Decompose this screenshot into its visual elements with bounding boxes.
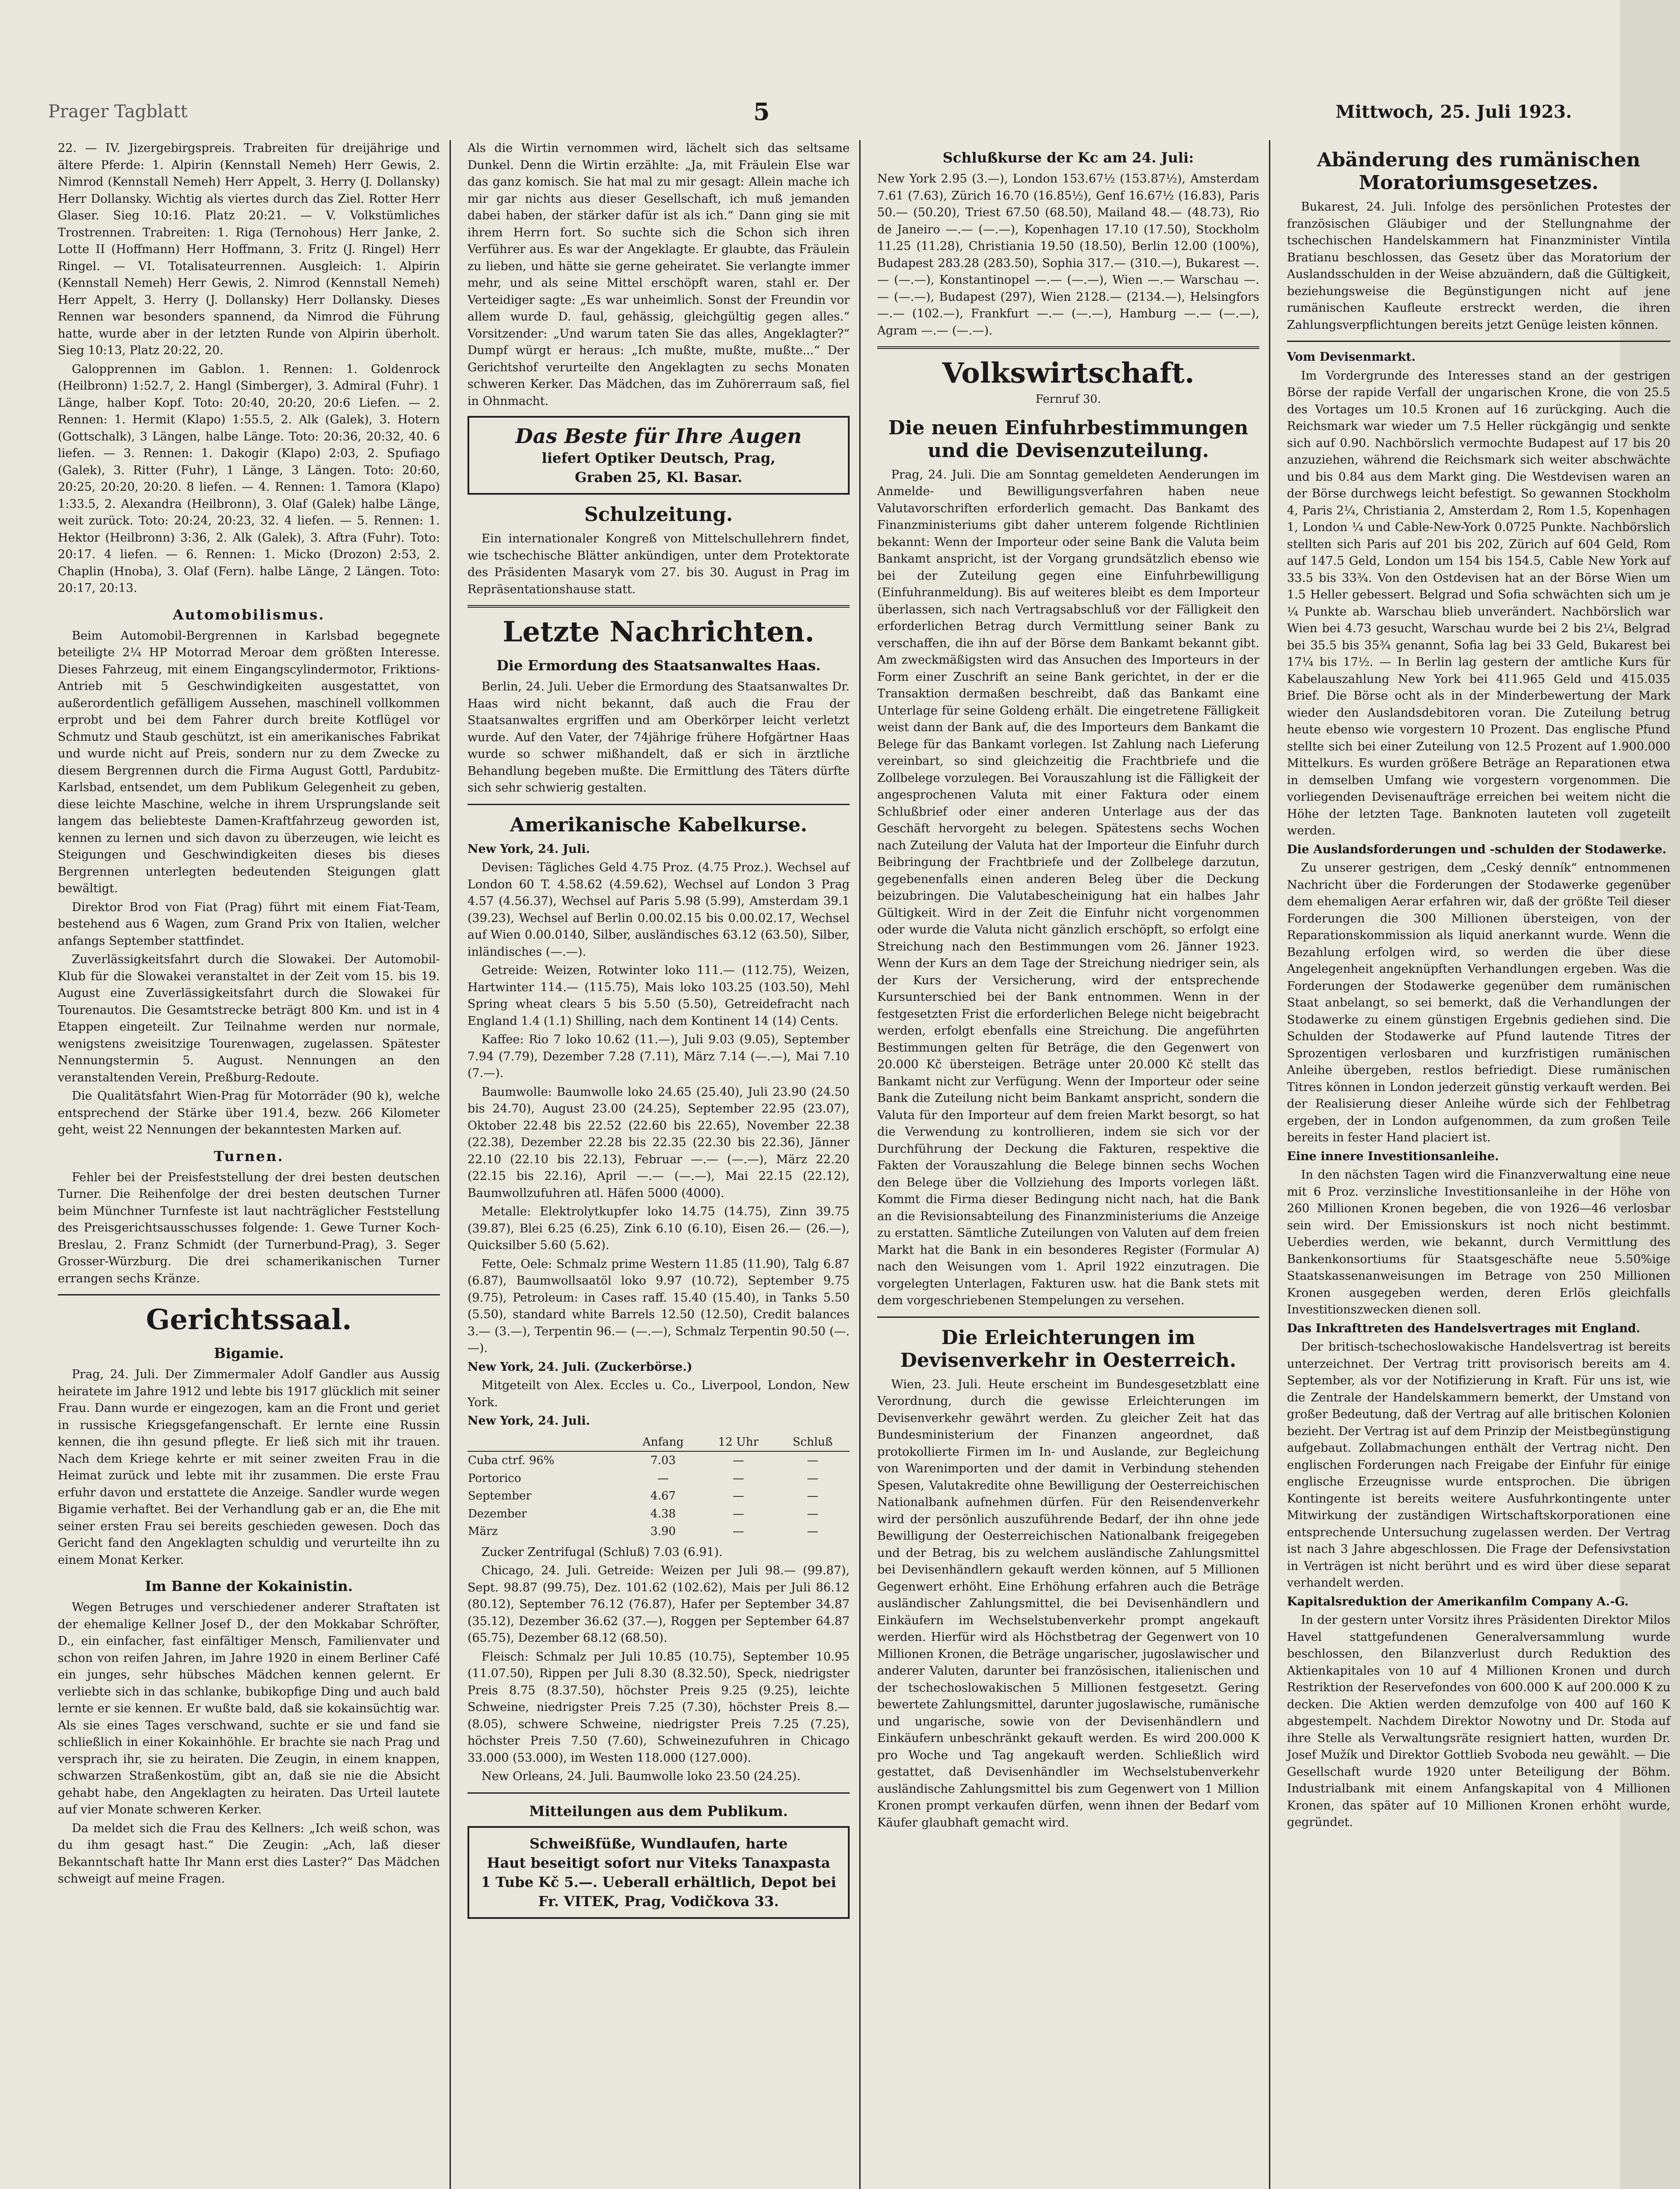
schul-paragraph: Ein internationaler Kongreß von Mittelschullehrern findet, wie tschechische Blätter ankündigen, unter dem Protektorate des Präsidenten Masaryk vom 27. bis 30. August in Prag im Repräsentationshause statt. [467, 532, 850, 596]
devisen-heading: Vom Devisenmarkt. [1287, 350, 1416, 364]
ad-optiker-address: Graben 25, Kl. Basar. [575, 469, 742, 486]
invest-paragraph: In den nächsten Tagen wird die Finanzverwaltung eine neue mit 6 Proz. verzinsliche Investitionsanleihe in der Höhe von 260 Millionen Kronen begeben, die von 1926—46 verlosbar sein wird. Der Emissionskurs ist noch nicht bestimmt. Ueberdies werden, wie bekannt, durch Vermittlung des Bankenkonsortiums für Staatsgeschäfte neue 5.50%ige Staatskassenanweisungen im Betrage von 250 Millionen Kronen ausgegeben werden, deren Erlös gleichfalls Investitionszwecken dienen soll. [1287, 1168, 1670, 1316]
divider [467, 605, 850, 608]
heading-publikum: Mitteilungen aus dem Publikum. [529, 1802, 788, 1819]
auto-paragraph-1: Beim Automobil-Bergrennen in Karlsbad begegnete beteiligte 2¼ HP Motorrad Meroar dem größten Interesse. Dieses Fahrzeug, mit einem Eingangscylindermotor, Friktions-Antrieb mit 5 Geschwindigkeiten ausgestattet, von außerordentlich gefälligem Aussehen, maschinell vollkommen erprobt und bei dem Fahrer durch breite Kotflügel vor Schmutz und Staub geschützt, ist ein amerikanisches Fabrikat und wurde nicht auf Preis, sondern nur zu dem Zwecke zu diesem Bergrennen durch die Firma August Gottl, Pardubitz-Karlsbad, entsendet, um dem Publikum Gelegenheit zu geben, diese leichte Maschine, welche in ihrem Ursprungslande seit langem das beliebteste Damen-Kraftfahrzeug geworden ist, kennen zu lernen und sich davon zu überzeugen, wie leicht es Steigungen und Geschwindigkeiten dieses bis dieses Bergrennen unterlegten bedeutenden Steigungen glatt bewältigt. [58, 629, 440, 895]
ad-vitek-line-3: 1 Tube Kč 5.—. Ueberall erhältlich, Depot bei [481, 1873, 836, 1890]
chicago-getreide: Chicago, 24. Juli. Getreide: Weizen per Juli 98.— (99.87), Sept. 98.87 (99.75), Dez. 101.62 (102.62), Mais per Juli 86.12 (80.12), September 76.12 (76.87), Hafer per September 34.87 (35.12), Dezember 36.62 (37.—), Roggen per September 64.87 (65.75), Dezember 68.12 (68.50). [467, 1564, 850, 1645]
story-continuation: Als die Wirtin vernommen wird, lächelt sich das seltsame Dunkel. Denn die Wirtin erzählte: „Ja, mit Fräulein Else war das ganz komisch. Sie hat mal zu mir gesagt: Allein mache ich mir gar nichts aus dieser Gesellschaft, ich muß jemanden dabei haben, der stärker dafür ist als ich.“ Dann ging sie mit ihrem Herrn fort. So suchte sich die Schon sich ihren Verführer aus. Es war der Angeklagte. Er glaubte, das Fräulein zu lieben, und hätte sie gerne geheiratet. Sie verlangte immer mehr, und als seine Mittel erschöpft waren, stahl er. Der Verteidiger sagte: „Es war unheimlich. Sonst der Freundin vor allem wurde D. faul, gehässig, gleichgültig gegen alles.“ Vorsitzender: „Und warum taten Sie das alles, Angeklagter?“ Dumpf würgt er heraus: „Ich mußte, mußte, mußte...“ Der Gerichtshof verurteilte den Angeklagten zu sechs Monaten schweren Kerker. Das Mädchen, das im Zuhörerraum saß, fiel in Ohnmacht. [467, 141, 850, 408]
heading-rumaenisch: Abänderung des rumänischen Moratoriumsgesetzes. [1317, 149, 1641, 194]
optiker-advertisement [467, 416, 850, 495]
column-3 [868, 140, 1270, 2189]
devisen-paragraph: Im Vordergrunde des Interesses stand an der gestrigen Börse der rapide Verfall der ungarischen Krone, die von 25.5 des Vortages um 10.5 Kronen auf 16 zurückging. Auch die Reichsmark war wieder um 7.5 Heller rückgängig und senkte sich auf 0.90. Nachbörslich vermochte Budapest auf 17 bis 20 anzuziehen, während die Reichsmark sich weiter abschwächte und bis 0.84 aus dem Markt ging. Die Westdevisen waren an der Börse durchwegs leicht befestigt. So gewannen Stockholm 4, Paris 2¼, Christiania 2, Amsterdam 2, Rom 1.5, Kopenhagen 1, London ¼ und Cable-New-York 0.0725 Punkte. Nachbörslich stellten sich Paris auf 201 bis 202, Zürich auf 604 Geld, Rom auf 147.5 Geld, London um 154 bis 154.5, Cable New York auf 33.5 bis 33¾. Von den Ostdevisen hat an der Börse Wien um 1.5 Heller gebessert. Belgrad und Sofia schwächten sich um je ¼ Punkte ab. Warschau blieb unverändert. Nachbörslich war Wien bei 4.73 gesucht, Warschau wurde bei 2 bis 2¼, Belgrad bei 35.5 bis 35¾ genannt, Sofia lag bei 33 Geld, Bukarest bei 17¼ bis 17½. — In Berlin lag gestern der amtliche Kurs für Kabelauszahlung New York bei 411.965 Geld und 415.035 Brief. Die Börse ocht als in der Minderbewertung der Mark wieder den Auslandsdebitoren voran. Die Zuteilung betrug heute ebenso wie vorgestern 10 Prozent. Das englische Pfund stellte sich bei einer Zuteilung von 12.5 Prozent auf 1.900.000 Mittelkurs. Es wurden größere Beträge an Reparationen etwa in demselben Umfang wie vorgestern vorgenommen. Die vorliegenden Devisenaufträge erreichen bei weitem nicht die Höhe der letzten Tage. Banknoten lauteten voll zugeteilt werden. [1287, 369, 1670, 838]
kapital-paragraph: In der gestern unter Vorsitz ihres Präsidenten Direktor Milos Havel stattgefundenen Generalversammlung wurde beschlossen, den Bilanzverlust durch Reduktion des Aktienkapitales von 10 auf 4 Millionen Kronen und durch Restriktion der Reservefondes von 600.000 K auf 200.000 K zu decken. Die Aktien werden demzufolge von 400 auf 160 K abgestempelt. Nachdem Direktor Nowotny und Dr. Stoda auf ihre Stelle als Verwaltungsräte resigniert hatten, wurden Dr. Josef Mužík und Direktor Gottlieb Svoboda neu gewählt. — Die Gesellschaft wurde 1920 unter Beteiligung der Böhm. Industrialbank mit einem Anfangskapital von 4 Millionen Kronen, das später auf 10 Millionen Kronen erhöht wurde, gegründet. [1287, 1613, 1670, 1829]
fette-ny: Fette, Oele: Schmalz prime Western 11.85 (11.90), Talg 6.87 (6.87), Baumwollsaatöl loko 9.97 (10.72), September 9.75 (9.75), Petroleum: in Cases raff. 15.40 (15.40), in Tanks 5.50 (5.50), standard white Barrels 12.50 (12.50), Credit balances 3.— (3.—), Terpentin 96.— (—.—), Schmalz Terpentin 90.50 (—.—). [467, 1257, 850, 1355]
column-4 [1277, 140, 1680, 2189]
heading-kokainistin: Im Banne der Kokainistin. [145, 1578, 353, 1594]
kapital-heading: Kapitalsreduktion der Amerikanfilm Company A.-G. [1287, 1594, 1629, 1608]
columns [48, 140, 1670, 2189]
rum-paragraph: Bukarest, 24. Juli. Infolge des persönlichen Protestes der französischen Gläubiger und der Stellungnahme der tschechischen Handelskammern hat Finanzminister Vintila Bratianu beschlossen, das Gesetz über das Moratorium der Auslandsschulden in der Weise abzuändern, daß die Gültigkeit, beziehungsweise die Begünstigungen nicht auf jene rumänischen Kaufleute erstreckt werden, die ihren Zahlungsverpflichtungen bereits jetzt Genüge leisten können. [1287, 200, 1670, 332]
column-2 [458, 140, 861, 2189]
vitek-advertisement [467, 1826, 850, 1919]
heading-turnen: Turnen. [214, 1147, 284, 1165]
heading-ermordung: Die Ermordung des Staatsanwaltes Haas. [496, 657, 821, 674]
divider [877, 346, 1259, 349]
divider [877, 1316, 1259, 1318]
ad-vitek-line-4: Fr. VITEK, Prag, Vodičkova 33. [538, 1893, 779, 1910]
getreide-ny: Getreide: Weizen, Rotwinter loko 111.— (112.75), Weizen, Hartwinter 114.— (115.75), Mais loko 103.25 (103.50), Mehl Spring wheat clears 5 bis 5.50 (5.50), Getreidefracht nach England 1.4 (1.1) Shilling, nach dem Kontinent 14 (14) Cents. [467, 964, 850, 1028]
chicago-fleisch: Fleisch: Schmalz per Juli 10.85 (10.75), September 10.95 (11.07.50), Rippen per Juli 8.30 (8.32.50), Speck, niedrigster Preis 8.75 (8.37.50), höchster Preis 9.25 (9.25), leichte Schweine, niedrigster Preis 7.25 (7.30), höchster Preis 8.— (8.05), schwere Schweine, niedrigster Preis 7.25 (7.25), höchster Preis 7.50 (7.60), Schweinezufuhren in Chicago 33.000 (53.000), im Westen 118.000 (127.000). [467, 1650, 850, 1765]
kokain-paragraph-2: Da meldet sich die Frau des Kellners: „Ich weiß schon, was du ihm gesagt hast.“ Die Zeugin: „Ach, laß dieser Bekanntschaft hatte Ihr Mann erst dies Laster?“ Das Mädchen schweigt auf meine Fragen. [58, 1821, 440, 1886]
auto-paragraph-2: Direktor Brod von Fiat (Prag) führt mit einem Fiat-Team, bestehend aus 6 Wagen, zum Grand Prix von Italien, welcher anfangs September stattfindet. [58, 900, 440, 948]
page-number: 5 [753, 98, 770, 126]
handel-heading: Das Inkrafttreten des Handelsvertrages mit England. [1287, 1321, 1641, 1335]
baumwolle-ny: Baumwolle: Baumwolle loko 24.65 (25.40), Juli 23.90 (24.50 bis 24.70), August 23.00 (24.25), September 22.95 (23.07), Oktober 22.48 bis 22.52 (22.60 bis 22.65), November 22.38 (22.38), Dezember 22.28 bis 22.35 (22.30 bis 22.36), Jänner 22.10 (22.10 bis 22.13), Februar —.— (—.—), März 22.20 (22.15 bis 22.16), April —.— (—.—), Mai 22.15 (22.12), Baumwollzufuhren atl. Häfen 5000 (4000). [467, 1085, 850, 1200]
table-row: September 4.67 — — [468, 1489, 819, 1503]
turnen-paragraph: Fehler bei der Preisfeststellung der drei besten deutschen Turner. Die Reihenfolge der drei besten deutschen Turner beim Münchner Turnfeste ist laut nachträglicher Feststellung des Preisgerichtsausschusses folgende: 1. Gewe Turner Koch-Breslau, 2. Franz Schmidt (der Turnerbund-Prag), 3. Seger Grosser-Würzburg. Die drei schamerikanischen Turner errangen sechs Kränze. [58, 1170, 440, 1285]
table-row: Portorico — — — [468, 1471, 819, 1485]
table-row: Cuba ctrf. 96% 7.03 — — [468, 1454, 819, 1467]
masthead-paper-name: Prager Tagblatt [48, 102, 188, 122]
divider [467, 804, 850, 805]
table-row: Dezember 4.38 — — [468, 1507, 819, 1520]
ad-vitek-line-1: Schweißfüße, Wundlaufen, harte [529, 1835, 788, 1852]
heading-erleichterungen: Die Erleichterungen im Devisenverkehr in Oesterreich. [900, 1326, 1237, 1372]
kaffee-ny: Kaffee: Rio 7 loko 10.62 (11.—), Juli 9.03 (9.05), September 7.94 (7.79), Dezember 7.28 (7.11), März 7.14 (—.—), Mai 7.10 (7.—). [467, 1033, 850, 1080]
galopp-results: Galopprennen im Gablon. 1. Rennen: 1. Goldenrock (Heilbronn) 1:52.7, 2. Hangl (Simberger), 3. Admiral (Fuhr). 1 Länge, halber Kopf. Toto: 20:40, 20:20, 20:6 Liefen. — 2. Rennen: 1. Hermit (Klapo) 1:55.5, 2. Alk (Galek), 3. Hotern (Gottschalk), 3 Längen, halbe Länge. Toto: 20:36, 20:32, 40. 6 liefen. — 3. Rennen: 1. Dakogir (Klapo) 2:03, 2. Spufiago (Galek), 3. Ritter (Fuhr), 1 Länge, 3 Längen. Toto: 20:60, 20:25, 20:20, 20:20. 8 liefen. — 4. Rennen: 1. Tamora (Klapo) 1:33.5, 2. Alexandra (Heilbronn), 3. Olaf (Galek) halbe Länge, weit zurück. Toto: 20:24, 20:23, 32. 4 liefen. — 5. Rennen: 1. Hektor (Heilbronn) 3:36, 2. Alk (Galek), 3. Aftra (Fuhr). Toto: 20:17. 4 liefen. — 6. Rennen: 1. Micko (Drozon) 2:53, 2. Chaplin (Hnoba), 3. Olaf (Fern). halbe Länge, 2 Längen. Toto: 20:17, 20:13. [58, 362, 440, 595]
heading-schlusskurse: Schlußkurse der Kc am 24. Juli: [942, 149, 1194, 166]
ny-dateline: New York, 24. Juli. [467, 842, 590, 856]
metalle-ny: Metalle: Elektrolytkupfer loko 14.75 (14.75), Zinn 39.75 (39.87), Blei 6.25 (6.25), Zink 6.10 (6.10), Eisen 26.— (26.—), Quicksilber 5.60 (5.62). [467, 1205, 850, 1252]
handel-paragraph: Der britisch-tschechoslowakische Handelsvertrag ist bereits unterzeichnet. Der Vertrag tritt provisorisch bereits am 4. September, als vor der Notifizierung in Kraft. Für uns ist, wie die Zentrale der Handelskammern bemerkt, der Umstand von großer Bedeutung, daß der Vertrag auf alle britischen Kolonien bezieht. Der Vertrag ist auf dem Prinzip der Meistbegünstigung aufgebaut. Zollabmachungen enthält der Vertrag nicht. Den englischen Forderungen nach Freigabe der Einfuhr für einige englische Erzeugnisse wurde entsprochen. Die übrigen Kontingente ist bereits weitere Ausfuhrkontingente unter Mitwirkung der zuständigen Wirtschaftskorporationen eine entsprechende Untersuchung zugelassen werden. Der Vertrag ist nach 3 Jahre abgeschlossen. Die Frage der Defensivstation in Verträgen ist nicht berührt und es wird über diese separat verhandelt werden. [1287, 1340, 1670, 1590]
heading-volkswirtschaft: Volkswirtschaft. [942, 357, 1195, 390]
issue-date: Mittwoch, 25. Juli 1923. [1336, 101, 1572, 122]
heading-bigamie: Bigamie. [214, 1345, 284, 1362]
new-orleans: New Orleans, 24. Juli. Baumwolle loko 23.50 (24.25). [482, 1770, 801, 1783]
zucker-dateline: New York, 24. Juli. [467, 1414, 590, 1428]
ad-optiker-title: Das Beste für Ihre Augen [515, 424, 802, 448]
zucker-source: Mitgeteilt von Alex. Eccles u. Co., Liverpool, London, New York. [467, 1379, 850, 1409]
column-1 [48, 140, 451, 2189]
divider [1287, 341, 1670, 342]
zucker-col-header: 12 Uhr [701, 1433, 776, 1452]
zucker-footnote: Zucker Zentrifugal (Schluß) 7.03 (6.91). [482, 1545, 723, 1559]
devisen-ny: Devisen: Tägliches Geld 4.75 Proz. (4.75 Proz.). Wechsel auf London 60 T. 4.58.62 (4.59.62), Wechsel auf London 3 Prag 4.57 (4.56.37), Wechsel auf Paris 5.98 (5.99), Amsterdam 39.1 (39.23), Wechsel auf Berlin 0.00.02.15 bis 0.00.02.17, Wechsel auf Wien 0.00.0140, Silber, ausländisches 63.12 (63.50), Silber, inländisches (—.—). [467, 861, 850, 959]
auto-paragraph-4: Die Qualitätsfahrt Wien-Prag für Motorräder (90 k), welche entsprechend der Stärke über 191.4, bezw. 266 Kilometer geht, weist 22 Nennungen der bekanntesten Marken auf. [58, 1089, 440, 1137]
zucker-heading: New York, 24. Juli. (Zuckerbörse.) [467, 1360, 692, 1374]
masthead [48, 96, 1572, 127]
heading-kabelkurse: Amerikanische Kabelkurse. [510, 813, 808, 836]
ausland-heading: Die Auslandsforderungen und -schulden der Stodawerke. [1287, 842, 1666, 856]
kokain-paragraph: Wegen Betruges und verschiedener anderer Straftaten ist der ehemalige Kellner Josef D., der den Mokkabar Schröfter, D., ein einfacher, fast einfältiger Mensch, Familienvater und schon von reifen Jahren, im Jahre 1920 in einem Berliner Café ein junges, sehr hübsches Mädchen kennen gelernt. Er verliebte sich in das schlanke, bubikopfige Ding und auch bald lernte er sie kennen. Er wußte bald, daß sie kokainsüchtig war. Als sie eines Tages verschwand, suchte er sie und fand sie schließlich in einer Kokainhöhle. Er brachte sie nach Prag und versprach ihr, sie zu heiraten. Die Zeugin, in einem knappen, schwarzen Straßenkostüm, gibt an, daß sie nie die Absicht gehabt habe, den Angeklagten zu heiraten. Das Urteil lautete auf vier Monate schweren Kerker. [58, 1601, 440, 1816]
zucker-table [467, 1433, 850, 1541]
ermordung-paragraph: Berlin, 24. Juli. Ueber die Ermordung des Staatsanwaltes Dr. Haas wird nicht bekannt, daß auch die Frau der Staatsanwaltes ergriffen und am Oberkörper leicht verletzt wurde. Auf den Vater, der 74jährige frühere Hofgärtner Haas wurde so schwer mißhandelt, daß er sich in ärztliche Behandlung begeben mußte. Die Ermittlung des Täters dürfte sich sehr schwierig gestalten. [467, 680, 850, 795]
divider [467, 1792, 850, 1794]
zucker-col-header: Anfang [625, 1433, 701, 1452]
ad-optiker-line: liefert Optiker Deutsch, Prag, [541, 450, 776, 466]
heading-schulzeitung: Schulzeitung. [584, 503, 733, 526]
divider [58, 1294, 440, 1295]
einfuhr-paragraph: Prag, 24. Juli. Die am Sonntag gemeldeten Aenderungen im Anmelde- und Bewilligungsverfahren haben neue Valutavorschriften erforderlich gemacht. Das Bankamt des Finanzministeriums gibt daher unterem folgende Richtlinien bekannt: Wenn der Importeur oder seine Bank die Valuta beim Bankamt anspricht, ist der Vorgang grundsätzlich ebenso wie bei der Zuteilung gegen eine Einfuhrbewilligung (Einfuhranmeldung). Bis auf weiteres bleibt es dem Importeur überlassen, sich nach Vertragsabschluß vor der Fälligkeit den erforderlichen Betrag durch Vermittlung seiner Bank zu verschaffen, die ihn auf der Börse dem Bankamt bekannt gibt. Am zweckmäßigsten wird das Ansuchen des Importeurs in der Form einer Zuschrift an seine Bank gerichtet, in der er die Transaktion dermaßen beschreibt, daß das Bankamt eine Unterlage für seine Goldeng erhält. Die eingetretene Fälligkeit weist dann der Bank auf, die des Importeurs dem Bankamt die Belege für das Bankamt vorlegen. Ist Zahlung nach Lieferung vereinbart, so sind gleichzeitig die Frachtbriefe und die Zollbelege vorzulegen. Bei Vorauszahlung ist die Fälligkeit der angesprochenen Valuta mit einer Faktura oder einem Schlußbrief oder einer anderen Unterlage aus der das Geschäft hervorgeht zu belegen. Spätestens sechs Wochen nach Zuteilung der Valuta hat der Importeur die Einfuhr durch Beibringung der Frachtbriefe und der Zollbelege darzutun, gegebenenfalls einen anderen Beleg über die Deckung beizubringen. Die Valutabescheinigung hat ein halbes Jahr Gültigkeit. Wird in der Zeit die Einfuhr nicht vorgenommen oder wurde die Valuta nicht gänzlich erschöpft, so erfolgt eine Streichung nach den Bestimmungen vom 26. Jänner 1923. Wenn der Kurs an dem Tage der Streichung niedriger sein, als der Kurs der Versicherung, wird der entsprechende Kursunterschied bei der Bank entnommen. Wenn in der festgesetzten Frist die erforderlichen Belege nicht beigebracht werden, erfolgt ebenfalls eine Streichung. Die angeführten Bestimmungen gelten für Beträge, die den Gegenwert von 20.000 Kč übersteigen. Beträge unter 20.000 Kč stellt das Bankamt nicht zur Verfügung. Wenn der Importeur oder seine Bank die Zuteilung nicht beim Bankamt anspricht, sondern die Valuta für den Importeur auf dem freien Markt besorgt, so hat die Verwendung zu kontrollieren, indem sie sich vor der Durchführung der Deckung die Fakturen, respektive die Fakten der Vorauszahlung die Belege binnen sechs Wochen den Belege über die Vollziehung des Imports vorlegen läßt. Kommt die Firma dieser Bedingung nicht nach, hat die Bank an die Revisionsabteilung des Finanzministeriums die Anzeige zu erstatten. Sämtliche Zuteilungen von Valuten auf dem freien Markt hat die Bank in ein besonderes Register (Formular A) nach den Weisungen vom 1. April 1922 einzutragen. Die vorgelegten Unterlagen, Fakturen usw. hat die Bank stets mit dem vorgeschriebenen Stempelungen zu versehen. [877, 468, 1259, 1307]
bigamie-paragraph: Prag, 24. Juli. Der Zimmermaler Adolf Gandler aus Aussig heiratete im Jahre 1912 und lebte bis 1917 glücklich mit seiner Frau. Dann wurde er eingezogen, kam an die Front und geriet in russische Kriegsgefangenschaft. Er lernte eine Russin kennen, die ihn gesund pflegte. Er ließ sich mit ihr trauen. Nach dem Kriege kehrte er mit seiner zweiten Frau in die Heimat zurück und lebte mit ihr zusammen. Die erste Frau erfuhr davon und erstattete die Anzeige. Sandler wurde wegen Bigamie verhaftet. Bei der Verhandlung gab er an, die Ehe mit seiner ersten Frau sei bereits geschieden gewesen. Doch das Gericht fand den Angeklagten schuldig und verurteilte ihn zu einem Monat Kerker. [58, 1368, 440, 1567]
schlusskurse-paragraph: New York 2.95 (3.—), London 153.67½ (153.87½), Amsterdam 7.61 (7.63), Zürich 16.70 (16.85½), Genf 16.67½ (16.83), Paris 50.— (50.20), Triest 67.50 (68.50), Mailand 48.— (48.73), Rio de Janeiro —.— (—.—), Kopenhagen 17.10 (17.50), Stockholm 11.25 (11.28), Christiania 19.50 (18.50), Berlin 12.00 (100%), Budapest 283.28 (283.50), Sophia 317.— (310.—), Bukarest —.— (—.—), Konstantinopel —.— (—.—), Wien —.— Warschau —.— (—.—), Budapest (297), Wien 2128.— (2134.—), Helsingfors —.— (102.—), Frankfurt —.— (—.—), Hamburg —.— (—.—), Agram —.— (—.—). [877, 172, 1259, 338]
auto-paragraph-3: Zuverlässigkeitsfahrt durch die Slowakei. Der Automobil-Klub für die Slowakei veranstaltet in der Zeit vom 15. bis 19. August eine Zuverlässigkeitsfahrt durch die Slowakei für Tourenautos. Die Gesamtstrecke beträgt 800 Km. und ist in 4 Etappen eingeteilt. Zur Teilnahme werden nur normale, wenigstens zweisitzige Tourenwagen, zugelassen. Spätester Nennungstermin 5. August. Nennungen an den veranstaltenden Verein, Preßburg-Redoute. [58, 953, 440, 1084]
erleicht-paragraph: Wien, 23. Juli. Heute erscheint im Bundesgesetzblatt eine Verordnung, durch die gewisse Erleichterungen im Devisenverkehr gewährt werden. Zu gleicher Zeit hat das Bundesministerium der Finanzen angeordnet, daß protokollierte Firmen im In- und Auslande, zur Begleichung von Warenimporten und der damit in Verbindung stehenden Spesen, Valutakredite ohne Bewilligung der Oesterreichischen Nationalbank aufnehmen dürfen. Für den Reisendenverkehr wird der persönlich auszuführende Bedarf, der ihn ohne jede Bewilligung der Oesterreichischen Nationalbank freigegeben und der Betrag, bis zu welchem ausländische Zahlungsmittel bei Devisenhändlern gekauft werden können, auf 5 Millionen Gegenwert erhöht. Eine Erhöhung erfahren auch die Beträge ausländischer Zahlungsmittel, die bei Devisenhändlern und Einkäufern im Wechselstubenverkehr prompt angekauft werden. Hierfür wird als Höchstbetrag der Gegenwert von 10 Millionen Kronen, die Beträge ungarischer, jugoslawischer und anderer Valuten, darunter bei französischen, italienischen und der tschechoslowakischen 5 Millionen festgesetzt. Gering bewertete Zahlungsmittel, darunter jugoslawische, rumänische und ungarische, sowie von der Devisenhändlern und Einkäufern unbeschränkt gekauft werden. Es wird 200.000 K pro Woche und Tag angekauft werden. Schließlich wird gestattet, daß Devisenhändler im Wechselstubenverkehr ausländische Zahlungsmittel bis zum Gegenwert von 1 Million Kronen prompt verkaufen dürfen, wenn ihnen der Bedarf vom Käufer glaubhaft gemacht wird. [877, 1377, 1259, 1830]
table-row: März 3.90 — — [468, 1525, 819, 1538]
sport-results: 22. — IV. Jizergebirgspreis. Trabreiten für dreijährige und ältere Pferde: 1. Alpirin (Kennstall Nemeh) Herr Gewis, 2. Nimrod (Kennstall Nemeh) Herr Appelt, 3. Herry (J. Dollansky) Herr Dollansky. Wichtig als viertes durch das Ziel. Rotter Herr Glaser. Sieg 10:16. Platz 20:21. — V. Volkstümliches Trostrennen. Trabreiten: 1. Riga (Ternohous) Herr Janke, 2. Lotte II (Hoffmann) Herr Hoffmann, 3. Fritz (J. Ringel) Herr Ringel. — VI. Totalisateurrennen. Ausgleich: 1. Alpirin (Kennstall Nemeh) Herr Gewis, 2. Nimrod (Kennstall Nemeh) Herr Appelt, 3. Herry (J. Dollansky) Herr Dollansky. Dieses Rennen war besonders spannend, da Nimrod die Führung hatte, wurde aber in der letzten Runde von Alpirin überholt. Sieg 10:13, Platz 20:22, 20. [58, 141, 440, 357]
ausland-paragraph: Zu unserer gestrigen, dem „Ceský denník“ entnommenen Nachricht über die Forderungen der Stodawerke gegenüber dem ehemaligen Aerar erfahren wir, daß der größte Teil dieser Forderungen die 300 Millionen übersteigen, von der Reparationskommission als liquid anerkannt wurde. Wenn die Bezahlung erfolgen wird, so werden die über diese Angelegenheit angeknüpften Verhandlungen ergeben. Was die Forderungen der Stodawerke gegenüber dem rumänischen Staat anbelangt, so sei bemerkt, daß die Verhandlungen der Stodawerke zu einem günstigen Ergebnis gediehen sind. Die Schulden der Stodawerke auf Pfund lautende Titres der Sprozentigen verlosbaren und kurzfristigen rumänischen Anleihe übergeben, restlos befriedigt. Diese rumänischen Titres können in London jederzeit günstig verkauft werden. Bei der Realisierung dieser Anleihe würde sich der Fehlbetrag ergeben, der in London aufgenommen, da zum großen Teile bereits in fester Hand placiert ist. [1287, 861, 1670, 1144]
volks-subtitle: Fernruf 30. [1035, 393, 1101, 406]
heading-einfuhrbestimmungen: Die neuen Einfuhrbestimmungen und die Devisenzuteilung. [888, 416, 1248, 462]
heading-gerichtssaal: Gerichtssaal. [146, 1303, 352, 1336]
invest-heading: Eine innere Investitionsanleihe. [1287, 1149, 1499, 1163]
ad-vitek-line-2: Haut beseitigt sofort nur Viteks Tanaxpasta [487, 1854, 830, 1871]
heading-letzte-nachrichten: Letzte Nachrichten. [503, 616, 815, 648]
zucker-col-header: Schluß [776, 1433, 850, 1452]
heading-automobilismus: Automobilismus. [172, 606, 325, 623]
